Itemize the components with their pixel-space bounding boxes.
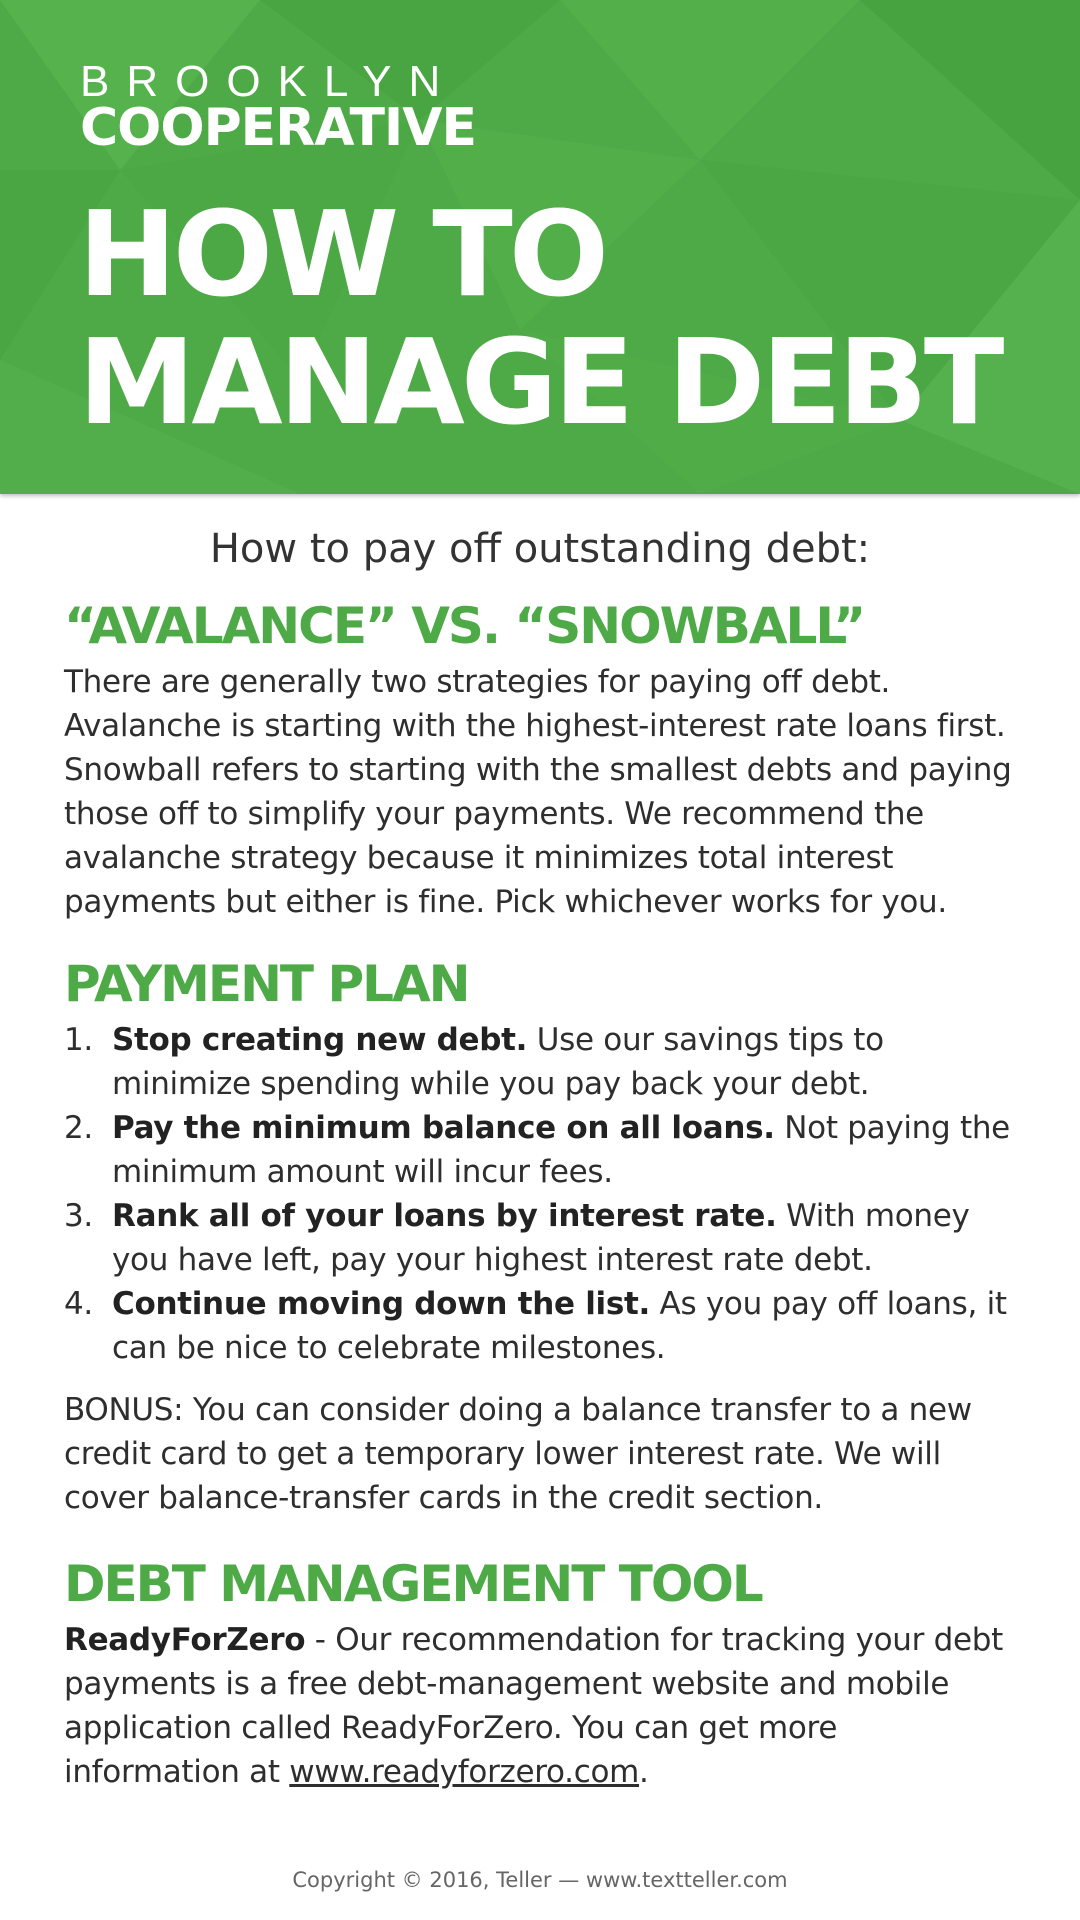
list-item (64, 1106, 1016, 1194)
step-number: 4. (64, 1286, 93, 1322)
step-text: Use our savings tips to minimize spending while you pay back your debt. (112, 1022, 884, 1102)
tool-text (64, 1618, 1016, 1794)
tool-end: . (639, 1754, 649, 1790)
tool-name: ReadyForZero (64, 1622, 306, 1658)
readyforzero-link[interactable]: www.readyforzero.com (289, 1754, 640, 1790)
tool-heading: DEBT MANAGEMENT TOOL (64, 1555, 762, 1613)
step-number: 1. (64, 1022, 93, 1058)
list-item (64, 1282, 1016, 1370)
step-number: 2. (64, 1110, 93, 1146)
brand-name-top: BROOKLYN (80, 57, 458, 106)
brand-name-bottom: COOPERATIVE (80, 98, 477, 158)
list-item (64, 1018, 1016, 1106)
step-text: As you pay off loans, it can be nice to celebrate milestones. (112, 1286, 1007, 1366)
step-title: Pay the minimum balance on all loans. (112, 1110, 775, 1146)
list-item (64, 1194, 1016, 1282)
step-title: Continue moving down the list. (112, 1286, 650, 1322)
page-title-line2: MANAGE DEBT (78, 313, 1001, 451)
tool-description: - Our recommendation for tracking your debt payments is a free debt-management website and mobile application called ReadyForZero. You can get more information at (64, 1622, 1004, 1790)
page-title-line1: HOW TO (78, 185, 606, 323)
page-title (78, 185, 1001, 451)
header-banner (0, 0, 1080, 494)
main-content (0, 524, 1080, 1794)
step-title: Stop creating new debt. (112, 1022, 528, 1058)
copyright-footer: Copyright © 2016, Teller — www.textteller.com (292, 1868, 788, 1892)
step-number: 3. (64, 1198, 93, 1234)
bonus-text: BONUS: You can consider doing a balance transfer to a new credit card to get a temporary lower interest rate. We will cover balance-transfer cards in the credit section. (64, 1392, 972, 1516)
subtitle: How to pay off outstanding debt: (209, 526, 871, 572)
payment-plan-heading: PAYMENT PLAN (64, 955, 469, 1013)
step-text: Not paying the minimum amount will incur fees. (112, 1110, 1010, 1190)
step-title: Rank all of your loans by interest rate. (112, 1198, 777, 1234)
strategies-heading: “AVALANCE” VS. “SNOWBALL” (64, 597, 865, 655)
strategies-text: There are generally two strategies for paying off debt. Avalanche is starting with the highest-interest rate loans first. Snowball refers to starting with the smallest debts and paying those off to simplify your payments. We recommend the avalanche strategy because it minimizes total interest payments but either is fine. Pick whichever works for you. (64, 664, 1012, 920)
step-text: With money you have left, pay your highest interest rate debt. (112, 1198, 970, 1278)
payment-steps-list (64, 1018, 1016, 1370)
